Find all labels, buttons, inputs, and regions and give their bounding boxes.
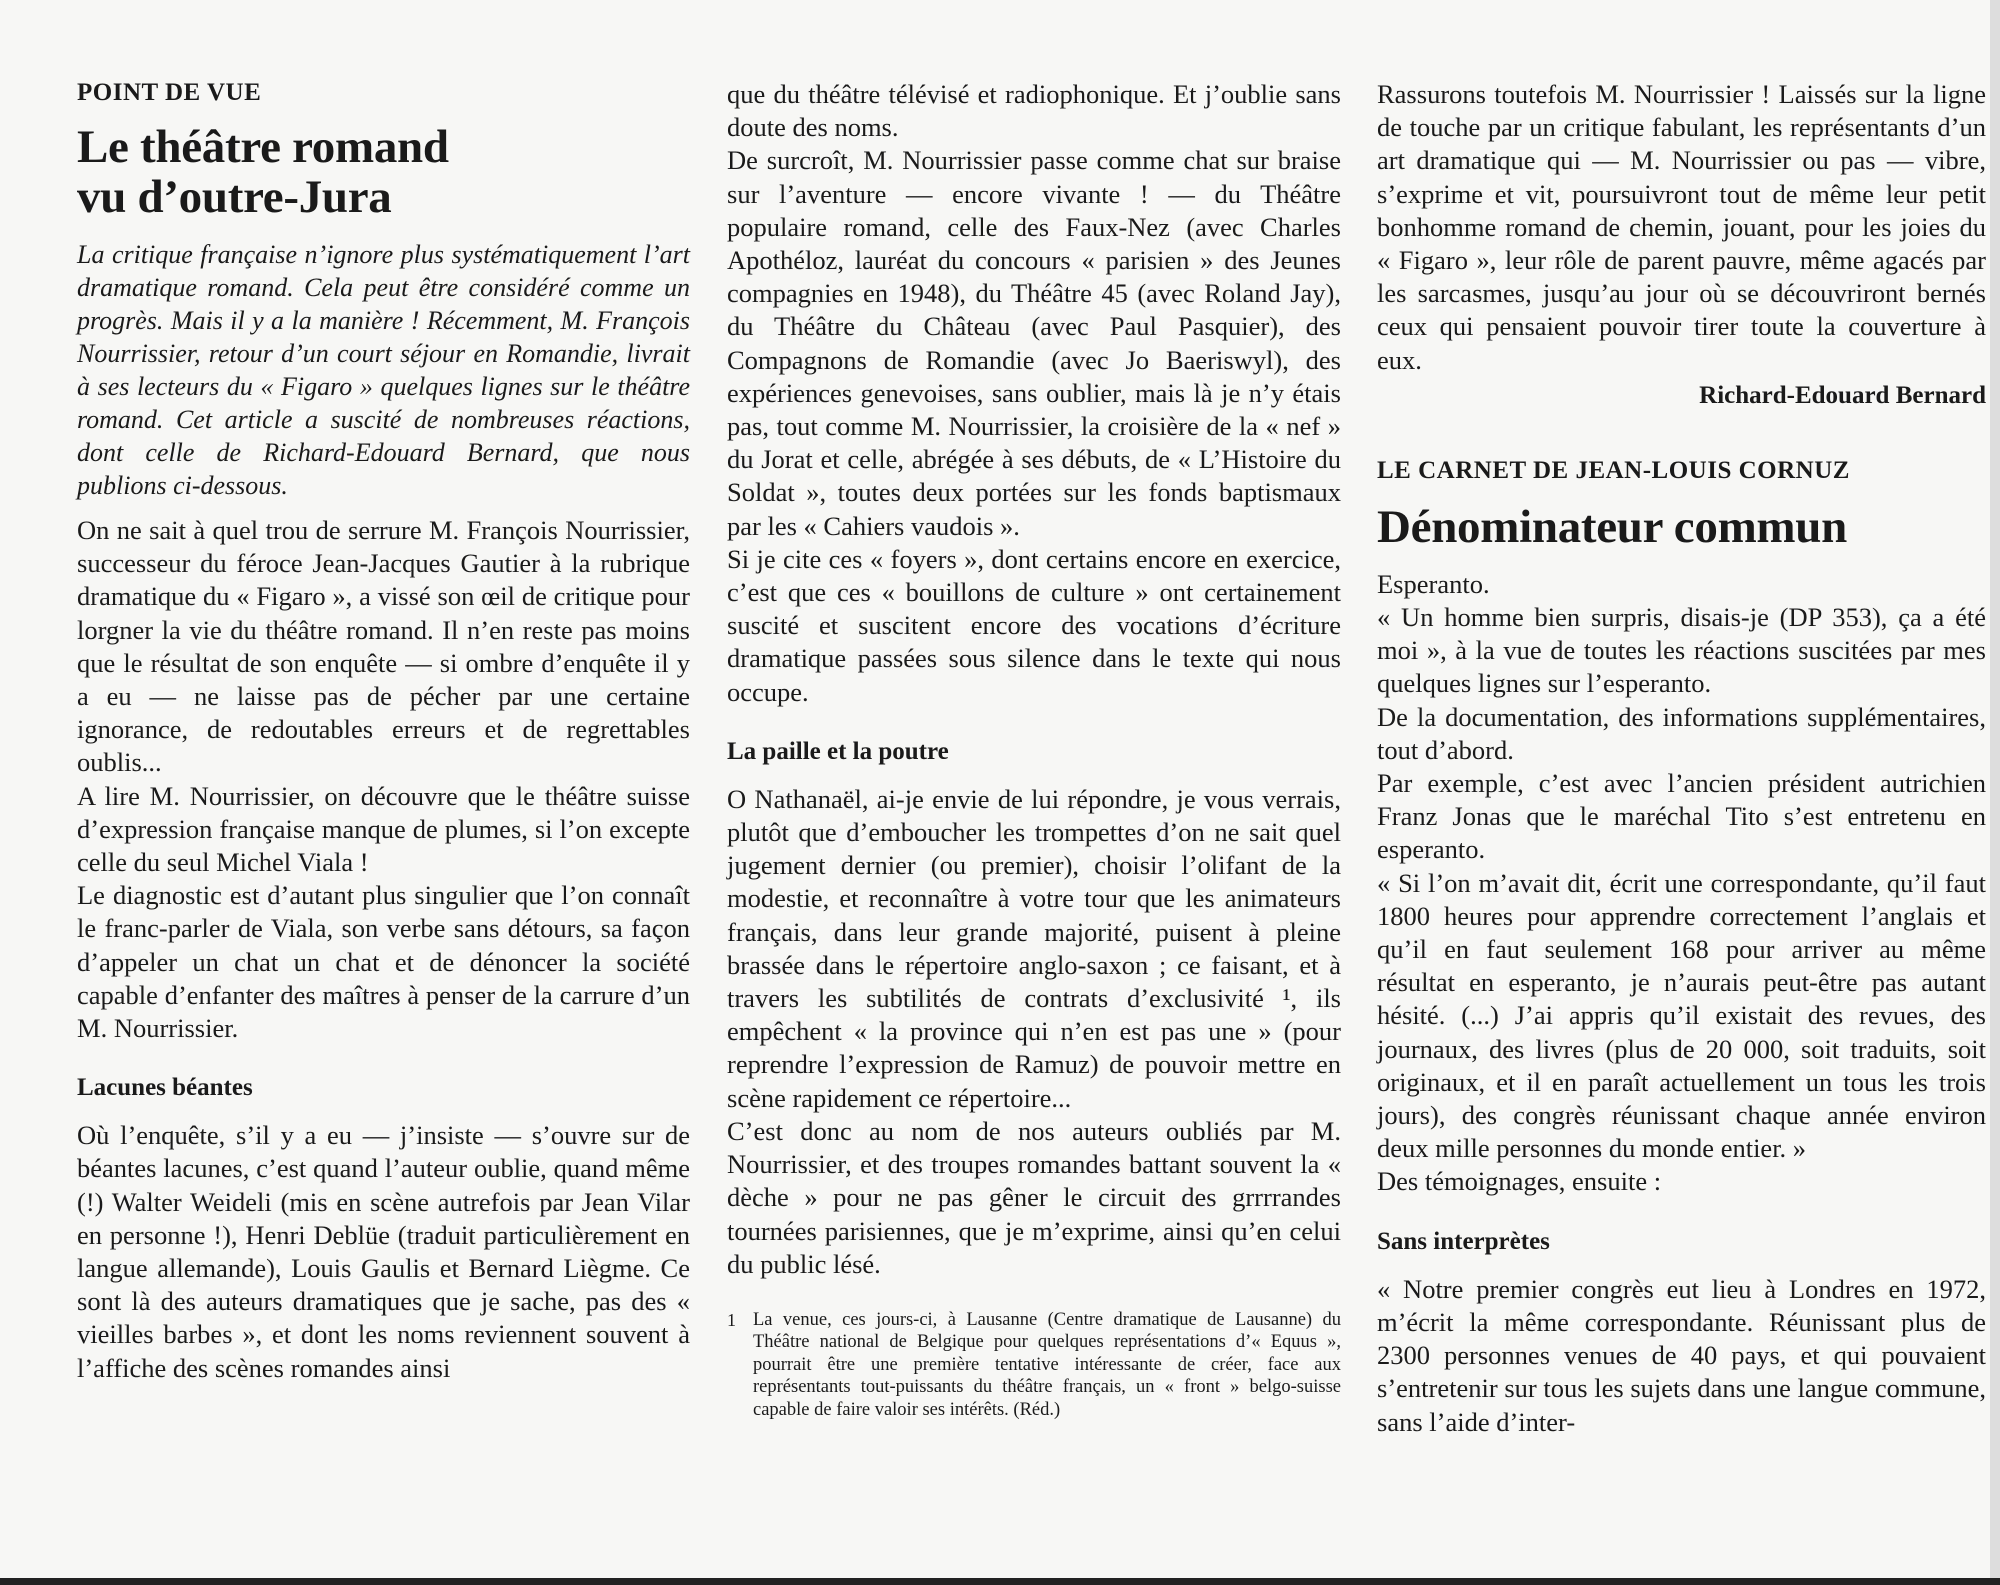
author-signature: Richard-Edouard Bernard [1699,381,1986,409]
footnote [727,1309,1341,1422]
subheading: Lacunes béantes [77,1074,253,1102]
column-2 [727,78,1341,1421]
paragraph: Par exemple, c’est avec l’ancien président autrichien Franz Jonas que le maréchal Tito s’est entretenu en esperanto. [1377,768,1986,865]
section-kicker: LE CARNET DE JEAN-LOUIS CORNUZ [1377,456,1850,484]
paragraph: Des témoignages, ensuite : [1377,1166,1662,1197]
paragraph: A lire M. Nourrissier, on découvre que le théâtre suisse d’expression française manque de plumes, si l’on excepte celle du seul Michel Viala ! [77,780,690,878]
headline-line-1: Le théâtre romand [77,121,449,173]
paragraph: O Nathanaël, ai-je envie de lui répondre, je vous verrais, plutôt que d’emboucher les trompettes d’on ne sait quel jugement dernier (ou premier), choisir l’olifant de la modestie, et reconnaître à votre tour que les animateurs français, dans leur grande majorité, puisent à pleine brassée dans le répertoire anglo-saxon ; ce faisant, et à travers les subtilités de contrats d’exclusivité ¹, ils empêchent « la province qui n’en est pas une » (pour reprendre l’expression de Ramuz) de pouvoir mettre en scène rapidement ce répertoire... [727,783,1341,1113]
paragraph: Où l’enquête, s’il y a eu — j’insiste — s’ouvre sur de béantes lacunes, c’est quand l’auteur oublie, quand même (!) Walter Weideli (mis en scène autrefois par Jean Vilar en personne !), Henri Deblüe (traduit particulièrement en langue allemande), Louis Gaulis et Bernard Liègme. Ce sont là des auteurs dramatiques que je sache, pas des « vieilles barbes », et dont les noms reviennent souvent à l’affiche des scènes romandes ainsi [77,1120,690,1383]
article-headline: Dénominateur commun [1377,500,1847,553]
section-kicker: POINT DE VUE [77,79,262,106]
article-lede [77,238,690,502]
paragraph: De la documentation, des informations supplémentaires, tout d’abord. [1377,701,1986,765]
paragraph: C’est donc au nom de nos auteurs oubliés par M. Nourrissier, et des troupes romandes battant souvent la « dèche » pour ne pas gêner le circuit des grrrrandes tournées parisiennes, que je m’exprime, ainsi qu’en celui du public lésé. [727,1115,1341,1279]
column-1 [77,78,690,1385]
paragraph: Rassurons toutefois M. Nourrissier ! Laissés sur la ligne de touche par un critique fabulant, les représentants d’un art dramatique qui — M. Nourrissier ou pas — vibre, s’exprime et vit, poursuivront tout de même leur petit bonhomme romand de chemin, jouant, pour les joies du « Figaro », leur rôle de parent pauvre, même agacés par les sarcasmes, jusqu’au jour où se découvriront bernés ceux qui pensaient pouvoir tirer toute la couverture à eux. [1377,79,1986,375]
headline-line-2: vu d’outre-Jura [77,171,392,223]
paragraph: « Si l’on m’avait dit, écrit une correspondante, qu’il faut 1800 heures pour apprendre correctement l’anglais et qu’il en faut seulement 168 pour arriver au même résultat en esperanto, je n’aurais peut-être pas autant hésité. (...) J’ai appris qu’il existait des revues, des journaux, des livres (plus de 20 000, soit traduits, soit originaux, et il en paraît actuellement un tous les trois jours), des congrès réunissant chaque année environ deux mille personnes du monde entier. » [1377,867,1986,1164]
article-headline [77,122,690,222]
bottom-rule [0,1578,2000,1585]
paragraph: Si je cite ces « foyers », dont certains encore en exercice, c’est que ces « bouillons de culture » ont certainement suscité et suscitent encore des vocations d’écriture dramatique passées sous silence dans le texte qui nous occupe. [727,543,1341,707]
subheading: Sans interprètes [1377,1227,1550,1255]
column-3 [1377,78,1986,1439]
footnote-text: La venue, ces jours-ci, à Lausanne (Centre dramatique de Lausanne) du Théâtre national de Belgique pour quelques représentations d’« Equus », pourrait être une première tentative intéressante de créer, face aux représentants tout-puissants du théâtre français, un « front » belgo-suisse capable de faire valoir ses intérêts. (Réd.) [753,1309,1341,1420]
footnote-marker: 1 [727,1309,736,1330]
subheading: La paille et la poutre [727,737,949,765]
lede-text: La critique française n’ignore plus systématiquement l’art dramatique romand. Cela peut être considéré comme un progrès. Mais il y a la manière ! Récemment, M. François Nourrissier, retour d’un court séjour en Romandie, livrait à ses lecteurs du « Figaro » quelques lignes sur le théâtre romand. Cet article a suscité de nombreuses réactions, dont celle de Richard-Edouard Bernard, que nous publions ci-dessous. [77,240,690,500]
paragraph: « Notre premier congrès eut lieu à Londres en 1972, m’écrit la même correspondante. Réunissant plus de 2300 personnes venues de 40 pays, et qui pouvaient s’entretenir sur tous les sujets dans une langue commune, sans l’aide d’inter- [1377,1273,1986,1437]
paragraph: que du théâtre télévisé et radiophonique. Et j’oublie sans doute des noms. [727,79,1341,143]
page-edge [1990,0,2000,1585]
paragraph: Esperanto. [1377,568,1490,599]
paragraph: « Un homme bien surpris, disais-je (DP 353), ça a été moi », à la vue de toutes les réactions suscitées par mes quelques lignes sur l’esperanto. [1377,602,1986,699]
paragraph: On ne sait à quel trou de serrure M. François Nourrissier, successeur du féroce Jean-Jacques Gautier à la rubrique dramatique du « Figaro », a vissé son œil de critique pour lorgner la vie du théâtre romand. Il n’en reste pas moins que le résultat de son enquête — si ombre d’enquête il y a eu — ne laisse pas de pécher par une certaine ignorance, de redoutables erreurs et de regrettables oublis... [77,515,690,778]
paragraph: Le diagnostic est d’autant plus singulier que l’on connaît le franc-parler de Viala, son verbe sans détours, sa façon d’appeler un chat un chat et de dénoncer la société capable d’enfanter des maîtres à penser de la carrure d’un M. Nourrissier. [77,880,690,1044]
paragraph: De surcroît, M. Nourrissier passe comme chat sur braise sur l’aventure — encore vivante ! — du Théâtre populaire romand, celle des Faux-Nez (avec Charles Apothéloz, lauréat du concours « parisien » des Jeunes compagnies en 1948), du Théâtre 45 (avec Roland Jay), du Théâtre du Château (avec Paul Pasquier), des Compagnons de Romandie (avec Jo Baeriswyl), des expériences genevoises, sans oublier, mais là je n’y étais pas, tout comme M. Nourrissier, la croisière de la « nef » du Jorat et celle, abrégée à ses débuts, de « L’Histoire du Soldat », toutes deux portées sur les fonds baptismaux par les « Cahiers vaudois ». [727,145,1341,541]
